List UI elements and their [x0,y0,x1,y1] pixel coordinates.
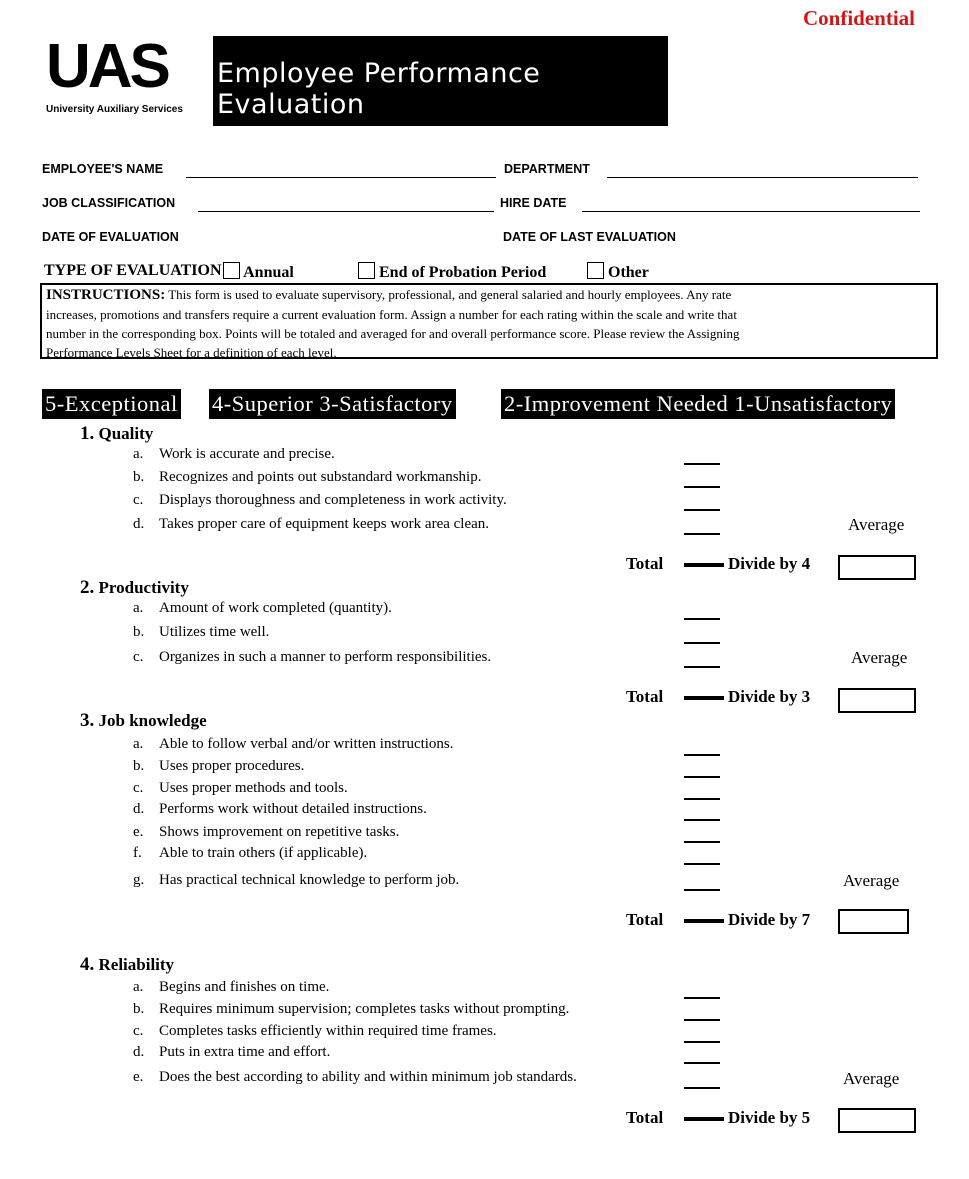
title-banner [213,36,668,126]
rating-blank[interactable] [684,642,720,644]
total-line [684,563,724,567]
rating-blank[interactable] [684,1019,720,1021]
instructions-line: Performance Levels Sheet for a definition of each level. [46,345,337,360]
list-item: a. Work is accurate and precise. [133,446,335,462]
rating-blank[interactable] [684,997,720,999]
rating-blank[interactable] [684,841,720,843]
list-item: e. Shows improvement on repetitive tasks. [133,824,400,840]
rating-blank[interactable] [684,1041,720,1043]
total-label: Total [626,1108,664,1127]
other-label: Other [608,264,649,281]
total-line [684,1117,724,1121]
scale-superior-satisfactory: 4-Superior 3-Satisfactory [209,389,456,419]
rating-blank[interactable] [684,754,720,756]
average-label: Average [843,871,900,890]
total-line [684,919,724,923]
rating-blank[interactable] [684,618,720,620]
rating-blank[interactable] [684,666,720,668]
total-label: Total [626,554,664,573]
average-box[interactable] [838,555,916,580]
average-box[interactable] [838,1108,916,1133]
probation-label: End of Probation Period [379,264,547,281]
job-classification-field[interactable] [198,211,494,212]
job-classification-label: JOB CLASSIFICATION [42,196,176,210]
list-item: d. Puts in extra time and effort. [133,1044,331,1060]
average-label: Average [843,1069,900,1088]
other-checkbox[interactable] [587,262,604,279]
average-label: Average [848,515,905,534]
average-box[interactable] [838,688,916,713]
total-label: Total [626,910,664,929]
probation-checkbox[interactable] [358,262,375,279]
annual-label: Annual [243,264,294,281]
average-box[interactable] [838,909,909,934]
eval-type-label: TYPE OF EVALUATION [44,262,222,279]
list-item: a. Begins and finishes on time. [133,979,330,995]
list-item: d. Takes proper care of equipment keeps work area clean. [133,516,490,532]
department-field[interactable] [607,177,918,178]
list-item: b. Utilizes time well. [133,624,270,640]
rating-blank[interactable] [684,509,720,511]
list-item: a. Amount of work completed (quantity). [133,600,392,616]
annual-checkbox[interactable] [223,262,240,279]
employee-name-label: EMPLOYEE'S NAME [42,162,164,176]
date-of-evaluation-label: DATE OF EVALUATION [42,230,179,244]
list-item: c. Organizes in such a manner to perform responsibilities. [133,649,492,665]
instructions-heading: INSTRUCTIONS: [46,287,166,303]
list-item: c. Uses proper methods and tools. [133,780,348,796]
department-label: DEPARTMENT [504,162,590,176]
total-line [684,696,724,700]
list-item: f. Able to train others (if applicable). [133,845,368,861]
list-item: b. Uses proper procedures. [133,758,305,774]
confidential-label: Confidential [802,6,915,30]
instructions-line: This form is used to evaluate supervisory, professional, and general salaried and hourly employees. Any rate [168,287,732,302]
rating-blank[interactable] [684,1062,720,1064]
section-title: 2. Productivity [80,577,189,598]
total-label: Total [626,687,664,706]
date-of-last-evaluation-label: DATE OF LAST EVALUATION [503,230,676,244]
instructions-line: increases, promotions and transfers require a current evaluation form. Assign a number for each rating within the scale and write that [46,307,737,322]
logo-subtitle: University Auxiliary Services [46,104,183,115]
section-title: 1. Quality [80,423,154,444]
list-item: e. Does the best according to ability and within minimum job standards. [133,1069,577,1085]
average-label: Average [851,648,908,667]
hire-date-field[interactable] [582,211,920,212]
divide-label: Divide by 3 [728,687,811,706]
divide-label: Divide by 4 [728,554,811,573]
list-item: a. Able to follow verbal and/or written instructions. [133,736,454,752]
list-item: b. Requires minimum supervision; completes tasks without prompting. [133,1001,570,1017]
eval-type-probation[interactable] [358,262,546,282]
instructions-box [40,283,938,359]
list-item: d. Performs work without detailed instructions. [133,801,427,817]
scale-improvement-unsatisfactory: 2-Improvement Needed 1-Unsatisfactory [501,389,895,419]
rating-blank[interactable] [684,533,720,535]
rating-blank[interactable] [684,1087,720,1089]
eval-type-other[interactable] [587,262,649,282]
instructions-line: number in the corresponding box. Points will be totaled and averaged for and overall performance score. Please review the Assigning [46,326,740,341]
logo-mark: UAS [46,32,168,101]
divide-label: Divide by 7 [728,910,811,929]
rating-blank[interactable] [684,463,720,465]
eval-type-annual[interactable] [223,262,294,282]
uas-logo [46,32,196,126]
rating-blank[interactable] [684,863,720,865]
page-title: Employee Performance Evaluation [217,58,541,120]
employee-name-field[interactable] [186,177,496,178]
rating-blank[interactable] [684,819,720,821]
list-item: c. Displays thoroughness and completeness in work activity. [133,492,507,508]
list-item: b. Recognizes and points out substandard workmanship. [133,469,482,485]
rating-blank[interactable] [684,776,720,778]
section-title: 4. Reliability [80,954,175,975]
list-item: g. Has practical technical knowledge to perform job. [133,872,460,888]
divide-label: Divide by 5 [728,1108,811,1127]
rating-blank[interactable] [684,798,720,800]
rating-blank[interactable] [684,889,720,891]
hire-date-label: HIRE DATE [500,196,567,210]
list-item: c. Completes tasks efficiently within required time frames. [133,1023,497,1039]
scale-exceptional: 5-Exceptional [42,389,181,419]
section-title: 3. Job knowledge [80,710,207,731]
rating-blank[interactable] [684,486,720,488]
